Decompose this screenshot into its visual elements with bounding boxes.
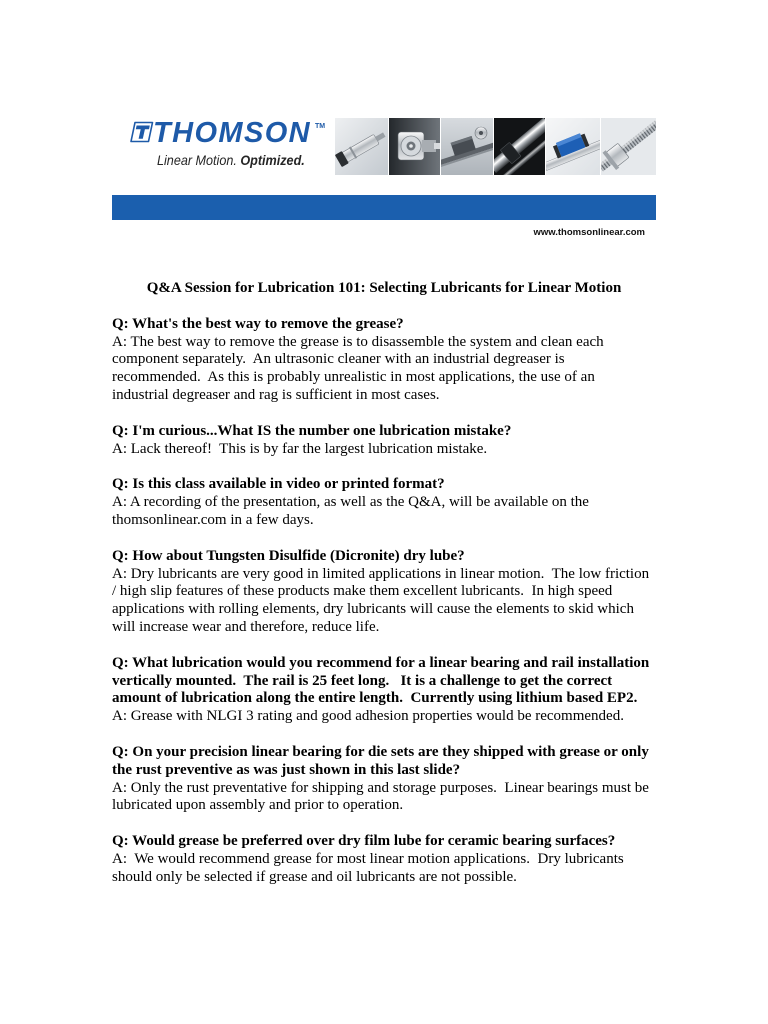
question	[112, 655, 656, 709]
answer-line: thomsonlinear.com in a few days.	[112, 511, 314, 528]
product-image-linear-actuator	[335, 118, 388, 175]
qa-item	[112, 655, 656, 726]
product-image-gearhead	[389, 118, 440, 175]
answer-line: lubricated upon assembly and prior to operation.	[112, 797, 404, 814]
linear-guide-icon	[441, 118, 493, 175]
answer-line: recommended. As this is probably unrealistic in most applications, the use of an	[112, 369, 595, 386]
question-line: Q: Is this class available in video or printed format?	[112, 476, 445, 493]
qa-item	[112, 744, 656, 815]
question	[112, 423, 656, 441]
answer-line: should only be selected if grease and oil lubricants are not possible.	[112, 868, 517, 885]
question	[112, 316, 656, 334]
question-line: Q: On your precision linear bearing for die sets are they shipped with grease or only	[112, 743, 649, 760]
qa-item	[112, 423, 656, 459]
answer	[112, 708, 656, 726]
logo-icon-letter-t	[136, 126, 150, 139]
question-line: vertically mounted. The rail is 25 feet long. It is a challenge to get the correct	[112, 672, 613, 689]
question-line: Q: What lubrication would you recommend for a linear bearing and rail installation	[112, 654, 650, 671]
question	[112, 548, 656, 566]
qa-item	[112, 548, 656, 637]
answer-line: component separately. An ultrasonic cleaner with an industrial degreaser is	[112, 351, 565, 368]
answer-line: A: A recording of the presentation, as well as the Q&A, will be available on the	[112, 494, 589, 511]
document-title: Q&A Session for Lubrication 101: Selecting Lubricants for Linear Motion	[146, 280, 622, 296]
qa-item	[112, 476, 656, 530]
product-image-profile-rail	[546, 118, 600, 175]
answer-line: / high slip features of these products make them excellent lubricants. In high speed	[112, 583, 613, 600]
thomson-t-logo-icon	[129, 121, 154, 143]
answer	[112, 334, 656, 405]
product-image-precision-shaft	[494, 118, 545, 175]
profile-rail-carriage-icon	[546, 118, 600, 175]
question-line: amount of lubrication along the entire length. Currently using lithium based EP2.	[112, 690, 638, 707]
answer-line: A: Dry lubricants are very good in limited applications in linear motion. The low friction	[112, 565, 650, 582]
guide-bearing	[475, 127, 487, 139]
answer-line: A: Lack thereof! This is by far the largest lubrication mistake.	[112, 440, 488, 457]
logo-wordmark: THOMSON	[153, 117, 312, 149]
answer	[112, 494, 656, 530]
ball-screw-icon	[601, 118, 656, 175]
logo-tagline	[157, 151, 305, 169]
product-image-strip	[335, 118, 656, 175]
answer-line: A: We would recommend grease for most linear motion applications. Dry lubricants	[112, 851, 624, 867]
question-line: Q: How about Tungsten Disulfide (Dicronite) dry lube?	[112, 547, 465, 564]
answer-line: A: Grease with NLGI 3 rating and good adhesion properties would be recommended.	[112, 708, 624, 725]
header-banner	[112, 195, 656, 220]
question-line: the rust preventive as was just shown in this last slide?	[112, 761, 461, 778]
tagline-lead: Linear Motion.	[157, 152, 237, 168]
document-body	[112, 280, 656, 905]
tagline-emphasis: Optimized.	[240, 152, 305, 168]
qa-item	[112, 316, 656, 405]
answer-line: applications with rolling elements, dry lubricants will cause the elements to skid which	[112, 601, 634, 618]
answer-line: A: Only the rust preventative for shipping and storage purposes. Linear bearings must be	[112, 779, 649, 796]
trademark-symbol: TM	[315, 123, 326, 130]
answer-line: will increase wear and therefore, reduce life.	[112, 619, 380, 636]
gearhead-icon	[389, 118, 440, 175]
question	[112, 744, 656, 780]
answer-line: industrial degreaser and rag is sufficient in most cases.	[112, 387, 440, 404]
product-image-linear-guide	[441, 118, 493, 175]
question-line: Q: What's the best way to remove the grease?	[112, 315, 404, 332]
question	[112, 476, 656, 494]
qa-item	[112, 833, 656, 887]
answer	[112, 851, 656, 887]
website-url: www.thomsonlinear.com	[533, 227, 645, 238]
answer	[112, 441, 656, 459]
question-line: Q: I'm curious...What IS the number one lubrication mistake?	[112, 422, 512, 439]
question	[112, 833, 656, 851]
linear-actuator-icon	[335, 118, 388, 175]
precision-shaft-icon	[494, 118, 545, 175]
answer	[112, 566, 656, 637]
logo-icon-graphic	[129, 121, 154, 143]
product-image-ball-screw	[601, 118, 656, 175]
answer-line: A: The best way to remove the grease is to disassemble the system and clean each	[112, 333, 604, 350]
question-line: Q: Would grease be preferred over dry film lube for ceramic bearing surfaces?	[112, 833, 616, 850]
answer	[112, 780, 656, 816]
thomson-logo	[128, 117, 328, 173]
